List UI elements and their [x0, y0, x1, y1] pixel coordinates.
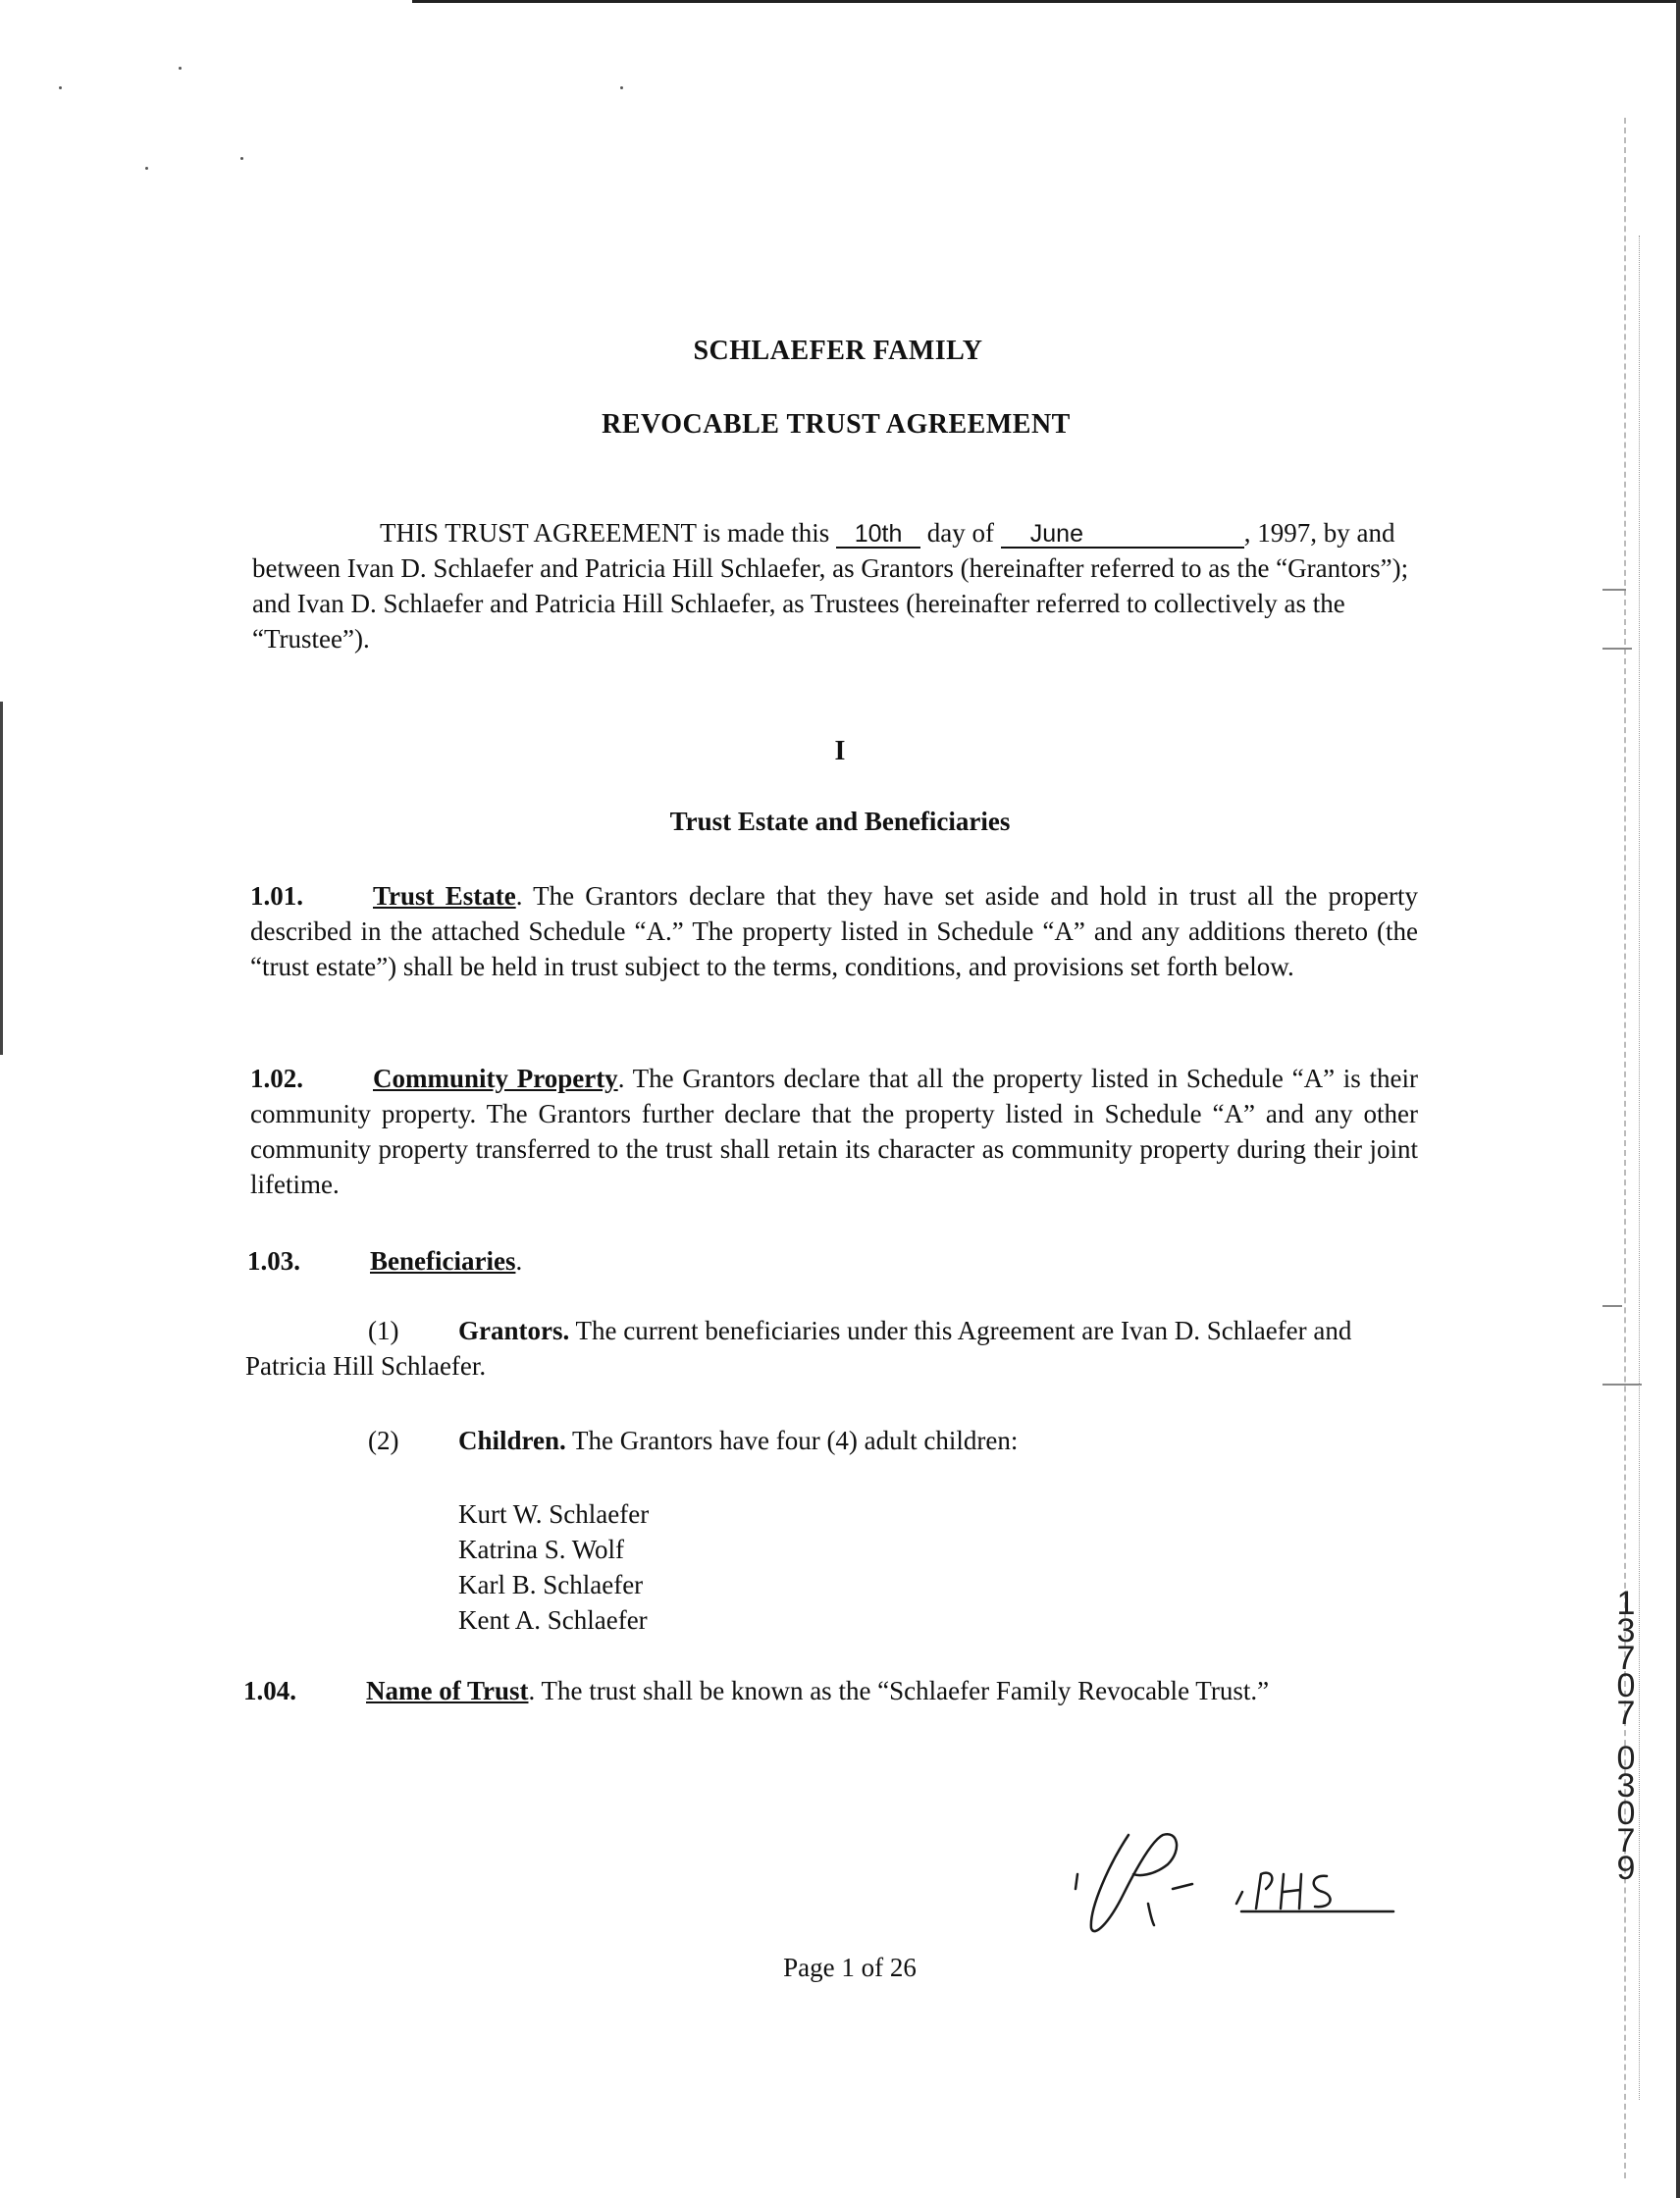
subsection-text: The Grantors have four (4) adult children: — [565, 1426, 1019, 1455]
section-heading: Community Property — [373, 1064, 618, 1093]
margin-document-number — [1611, 1585, 1641, 1887]
children-list — [458, 1496, 649, 1638]
section-text: . The Grantors declare that all the property listed in Schedule “A” is their community property. The Grantors further declare that the property listed in Schedule “A” and any other community property transferred to the trust shall retain its character as community property during their joint lifetime. — [250, 1064, 1418, 1199]
section-heading: Trust Estate — [373, 881, 516, 911]
margin-mark — [1602, 1384, 1642, 1386]
section-text: . The trust shall be known as the “Schlaefer Family Revocable Trust.” — [528, 1676, 1270, 1705]
margin-mark — [1602, 1305, 1622, 1307]
section-number: 1.01. — [250, 881, 303, 911]
scan-speck — [145, 167, 148, 170]
article-title: Trust Estate and Beneficiaries — [669, 807, 1011, 836]
scan-speck — [179, 67, 182, 70]
section-heading: Beneficiaries — [370, 1246, 516, 1276]
section-number: 1.03. — [247, 1246, 300, 1276]
list-item: Kent A. Schlaefer — [458, 1605, 648, 1635]
scan-edge-top — [412, 0, 1680, 3]
page-footer: Page 1 of 26 — [783, 1953, 917, 1982]
margin-digit: 1 — [1616, 1585, 1636, 1622]
day-field: 10th — [836, 521, 920, 549]
document-title-line2: REVOCABLE TRUST AGREEMENT — [602, 409, 1071, 440]
section-1-03 — [247, 1243, 1415, 1279]
margin-digit: 0 — [1616, 1795, 1636, 1832]
margin-digit: 7 — [1616, 1822, 1636, 1859]
scan-speck — [59, 86, 62, 89]
margin-digit: 0 — [1616, 1667, 1636, 1704]
subsection-text: The current beneficiaries under this Agreement are Ivan D. Schlaefer and Patricia Hill Schlaefer. — [245, 1316, 1352, 1381]
section-text: . — [515, 1246, 523, 1276]
intro-text-part1: THIS TRUST AGREEMENT is made this — [380, 518, 837, 548]
section-1-04 — [243, 1673, 1411, 1708]
scan-speck — [240, 157, 243, 160]
month-field: June — [1001, 521, 1244, 549]
section-text: . The Grantors declare that they have set aside and hold in trust all the property described in the attached Schedule “A.” The property listed in Schedule “A” and any additions thereto (the “trust estate”) shall be held in trust subject to the terms, conditions, and provisions set forth below. — [250, 881, 1418, 981]
subsection-number: (2) — [368, 1426, 399, 1455]
list-item: Katrina S. Wolf — [458, 1535, 625, 1564]
section-number: 1.04. — [243, 1676, 296, 1705]
margin-digit: 3 — [1616, 1612, 1636, 1649]
list-item: Kurt W. Schlaefer — [458, 1499, 650, 1529]
subsection-number: (1) — [368, 1316, 399, 1345]
margin-digit: 9 — [1616, 1850, 1636, 1887]
margin-digit: 3 — [1616, 1767, 1636, 1805]
subsection-children — [368, 1423, 1349, 1458]
handwritten-initials-signature — [1070, 1815, 1403, 1943]
intro-text-part3: , 1997, by and between Ivan D. Schlaefer and Patricia Hill Schlaefer, as Grantors (hereinafter referred to as the “Grantors”); and Ivan D. Schlaefer and Patricia Hill Schlaefer, as Trustees (hereinafter referred to collectively as the “Trustee”). — [252, 518, 1409, 654]
section-1-01 — [250, 878, 1418, 984]
list-item: Karl B. Schlaefer — [458, 1570, 644, 1599]
intro-text-part2: day of — [920, 518, 1001, 548]
margin-mark — [1602, 589, 1626, 591]
document-title-line1: SCHLAEFER FAMILY — [693, 336, 983, 366]
subsection-heading: Grantors. — [458, 1316, 570, 1345]
margin-digit: 7 — [1616, 1640, 1636, 1677]
section-number: 1.02. — [250, 1064, 303, 1093]
scan-speck — [620, 86, 623, 89]
margin-digit: 0 — [1616, 1740, 1636, 1777]
margin-digit: 7 — [1616, 1695, 1636, 1732]
subsection-grantors — [245, 1313, 1423, 1384]
section-1-02 — [250, 1061, 1418, 1202]
article-number: I — [834, 736, 846, 766]
subsection-heading: Children. — [458, 1426, 566, 1455]
scan-edge-right — [1676, 0, 1680, 2198]
intro-paragraph — [252, 515, 1430, 656]
section-heading: Name of Trust — [366, 1676, 529, 1705]
margin-mark — [1602, 648, 1632, 650]
